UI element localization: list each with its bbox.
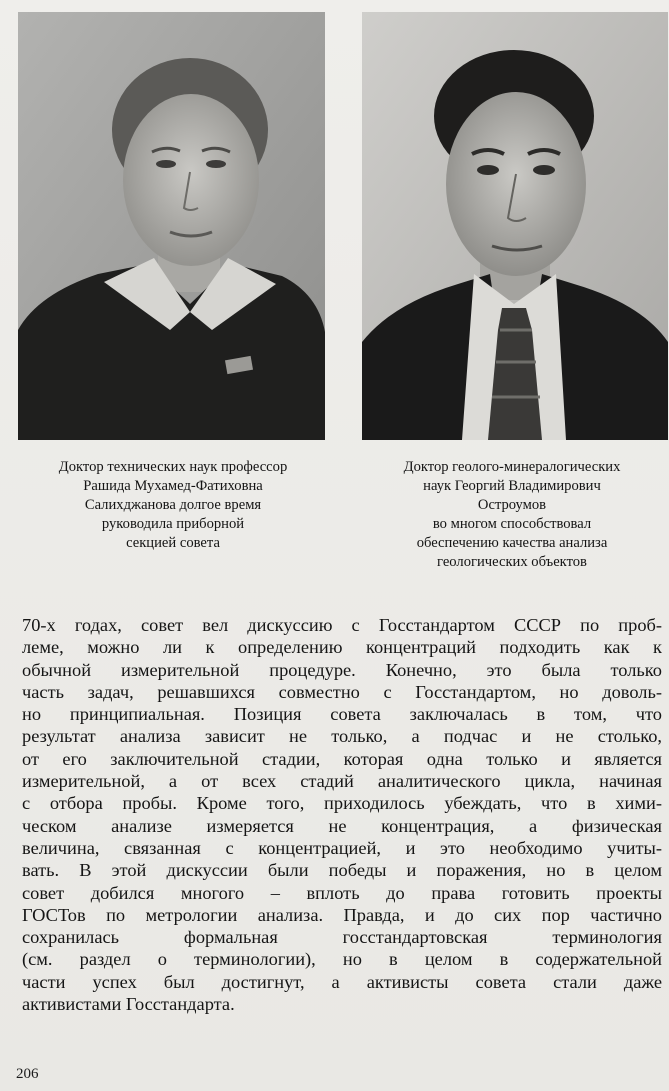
text-line: обычной измерительной процедуре. Конечно, это была только [22, 659, 662, 680]
text-line: вать. В этой дискуссии были победы и поражения, но в целом [22, 860, 662, 881]
text-line: результат анализа зависит не только, а подчас и не столько, [22, 726, 662, 747]
body-paragraph [22, 614, 662, 1015]
page-number: 206 [16, 1066, 39, 1082]
caption-line: наук Георгий Владимирович [423, 478, 601, 494]
portrait-photo-ostroumov [362, 12, 668, 440]
text-line: величина, связанная с концентрацией, и это необходимо учиты- [22, 837, 662, 858]
caption-line: геологических объектов [437, 554, 587, 570]
portrait-image-right [362, 12, 668, 440]
portrait-photo-salikhdzhanova [18, 12, 325, 440]
text-line: часть задач, решавшихся совместно с Госстандартом, но доволь- [22, 681, 662, 702]
text-line: активистами Госстандарта. [22, 994, 235, 1015]
caption-line: секцией совета [126, 535, 220, 551]
caption-left [14, 458, 332, 553]
caption-line: Доктор технических наук профессор [58, 459, 288, 475]
caption-line: Салихджанова долгое время [84, 497, 262, 513]
text-line: от его заключительной стадии, которая одна только и является [22, 748, 662, 769]
caption-line: обеспечению качества анализа [416, 535, 608, 551]
text-line: 70-х годах, совет вел дискуссию с Госстандартом СССР по проб- [22, 615, 662, 635]
text-line: ГОСТов по метрологии анализа. Правда, и до сих пор частично [22, 904, 662, 925]
text-line: сохранилась формальная госстандартовская терминология [22, 927, 662, 948]
caption-line: Остроумов [477, 497, 547, 513]
text-line: леме, можно ли к определению концентраций подходить как к [22, 637, 662, 658]
text-line: но принципиальная. Позиция совета заключалась в том, что [22, 704, 662, 725]
text-line: (см. раздел о терминологии), но в целом в содержательной [22, 949, 662, 970]
text-line: ческом анализе измеряется не концентрация, а физическая [22, 815, 662, 836]
caption-line: Доктор геолого-минералогических [403, 459, 621, 475]
caption-line: Рашида Мухамед-Фатиховна [83, 478, 263, 494]
text-line: с отбора пробы. Кроме того, приходилось убеждать, что в хими- [22, 793, 662, 814]
caption-line: руководила приборной [101, 516, 245, 532]
text-line: части успех был достигнут, а активисты совета стали даже [22, 971, 662, 992]
text-line: измерительной, а от всех стадий аналитического цикла, начиная [22, 771, 662, 792]
text-line: совет добился многого – вплоть до права готовить проекты [22, 882, 662, 903]
caption-line: во многом способствовал [432, 516, 592, 532]
portrait-image-left [18, 12, 325, 440]
caption-right [356, 458, 668, 572]
